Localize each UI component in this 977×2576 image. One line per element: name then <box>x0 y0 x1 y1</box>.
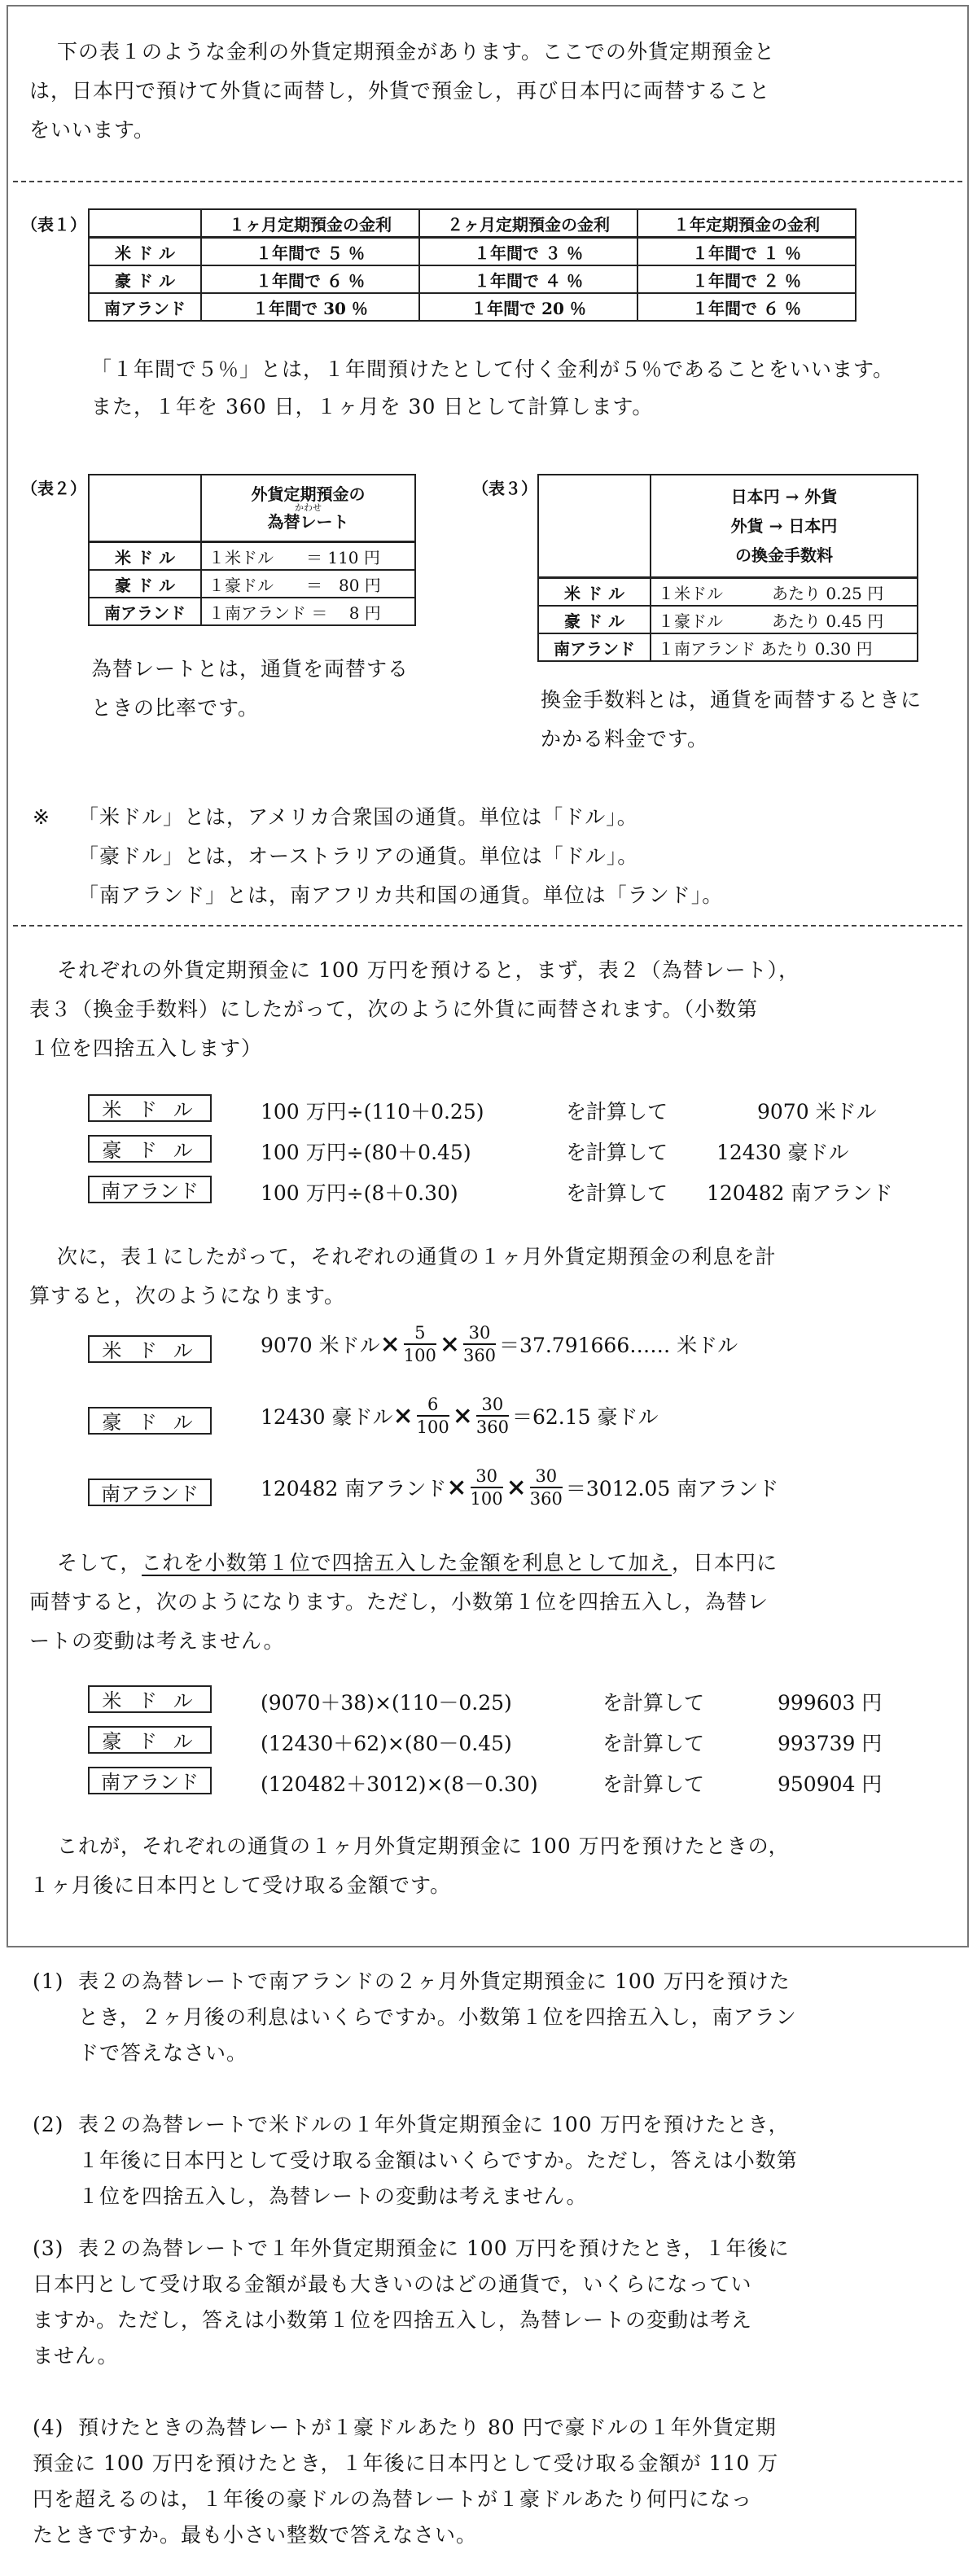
table-row-label: 南アランド <box>89 293 201 321</box>
table-row-label: 南アランド <box>89 598 201 625</box>
explain3-post: ，日本円に <box>672 1551 778 1575</box>
table2-header-line1: 外貨定期預金の <box>251 484 366 504</box>
back-zar-calc: を計算して <box>602 1772 705 1796</box>
explain1-line-2: 表３（換金手数料）にしたがって，次のように外貨に両替されます。（小数第 <box>29 997 759 1021</box>
table-cell: １年間で ４ ％ <box>419 265 637 293</box>
note-usd: 「米ドル」とは，アメリカ合衆国の通貨。単位は「ドル」。 <box>78 805 638 829</box>
conversion-usd-calc: を計算して <box>566 1100 668 1124</box>
days-numerator: 30 <box>476 1394 509 1417</box>
conversion-usd-expr: 100 万円÷(110＋0.25) <box>261 1100 484 1124</box>
table3-exchange-fees <box>537 474 918 662</box>
question-text: 表２の為替レートで南アランドの２ヶ月外貨定期預金に 100 万円を預けた <box>78 1969 791 1993</box>
explain3-line-3: ートの変動は考えません。 <box>29 1629 285 1653</box>
interest-zar-formula <box>261 1465 778 1509</box>
explain1-line-3: １位を四捨五入します） <box>29 1036 263 1060</box>
table-cell: １年間で 30 ％ <box>201 293 419 321</box>
table1-header-1y: １年定期預金の金利 <box>637 209 856 238</box>
question-number: (2) <box>33 2113 64 2136</box>
table-cell: １年間で ２ ％ <box>637 265 856 293</box>
days-denominator: 360 <box>529 1489 563 1509</box>
question-1 <box>33 1964 953 2071</box>
times-sign: × <box>379 1330 401 1359</box>
conclusion-line-1: これが，それぞれの通貨の１ヶ月外貨定期預金に 100 万円を預けたときの， <box>57 1834 790 1858</box>
question-2 <box>33 2107 953 2215</box>
times-sign: × <box>452 1401 473 1430</box>
question-text: 日本円として受け取る金額が最も大きいのはどの通貨で，いくらになってい <box>33 2272 752 2296</box>
conversion-aud-label: 豪 ド ル <box>88 1135 212 1163</box>
table-cell: １年間で 20 ％ <box>419 293 637 321</box>
conversion-zar-label: 南アランド <box>88 1176 212 1203</box>
table1-header-blank <box>89 209 201 238</box>
back-aud-calc: を計算して <box>602 1732 705 1755</box>
table1-note-2: また，１年を 360 日，１ヶ月を 30 日として計算します。 <box>91 395 654 418</box>
times-sign: × <box>506 1473 527 1502</box>
days-fraction <box>463 1322 496 1366</box>
rate-denominator: 100 <box>470 1489 503 1509</box>
question-text: 表２の為替レートで１年外貨定期預金に 100 万円を預けたとき，１年後に <box>78 2236 790 2260</box>
interest-aud-formula <box>261 1394 658 1438</box>
question-text: 円を超えるのは，１年後の豪ドルの為替レートが１豪ドルあたり何円になっ <box>33 2487 753 2511</box>
table-row-label: 豪 ド ル <box>89 265 201 293</box>
question-number: (1) <box>33 1969 64 1993</box>
table3-header-line1: 日本円 → 外貨 <box>730 487 838 506</box>
table-cell: １年間で ６ ％ <box>637 293 856 321</box>
table2-header-ruby: かわせ <box>295 502 322 513</box>
interest-usd-base: 9070 米ドル <box>261 1334 380 1357</box>
table2-exchange-rates <box>88 474 416 626</box>
explain3-line-1 <box>57 1544 778 1583</box>
table-cell: １年間で ６ ％ <box>201 265 419 293</box>
interest-usd-formula <box>261 1322 738 1366</box>
table2-note-2: ときの比率です。 <box>91 696 260 720</box>
rate-denominator: 100 <box>403 1346 436 1365</box>
days-numerator: 30 <box>530 1465 563 1488</box>
times-sign: × <box>446 1473 467 1502</box>
table-row-label: 米 ド ル <box>89 238 201 266</box>
times-sign: × <box>439 1330 460 1359</box>
divider-top <box>13 181 962 182</box>
question-text: 預金に 100 万円を預けたとき，１年後に日本円として受け取る金額が 110 万 <box>33 2451 779 2475</box>
interest-zar-label: 南アランド <box>88 1479 212 1506</box>
back-zar-expr: (120482＋3012)×(8－0.30) <box>261 1772 538 1796</box>
question-text: １位を四捨五入し，為替レートの変動は考えません。 <box>78 2184 588 2208</box>
table2-header-line2: 為替レート <box>267 512 349 532</box>
conversion-aud-result: 12430 豪ドル <box>716 1141 849 1164</box>
intro-line-2: は，日本円で預けて外貨に両替し，外貨で預金し，再び日本円に両替すること <box>29 79 771 103</box>
rate-fraction <box>404 1322 436 1366</box>
explain2-line-2: 算すると，次のようになります。 <box>29 1284 346 1308</box>
back-zar-result: 950904 円 <box>778 1772 883 1796</box>
interest-zar-base: 120482 南アランド <box>261 1477 447 1500</box>
table3-header-line2: 外貨 → 日本円 <box>730 516 838 536</box>
table-cell: １豪ドル ＝ 80 円 <box>201 570 415 598</box>
explain3-line-2: 両替すると，次のようになります。ただし，小数第１位を四捨五入し，為替レ <box>29 1590 769 1614</box>
table-row-label: 米 ド ル <box>89 542 201 571</box>
table-cell: １南アランド ＝ 8 円 <box>201 598 415 625</box>
question-text: ドで答えなさい。 <box>78 2041 248 2065</box>
question-text: 表２の為替レートで米ドルの１年外貨定期預金に 100 万円を預けたとき， <box>78 2113 790 2136</box>
interest-usd-result: ＝37.791666…… 米ドル <box>499 1334 738 1357</box>
days-numerator: 30 <box>463 1322 496 1345</box>
days-fraction <box>530 1465 563 1509</box>
conversion-zar-result: 120482 南アランド <box>707 1181 893 1205</box>
table1-interest-rates <box>88 208 857 322</box>
question-number: (3) <box>33 2236 64 2260</box>
explain2-line-1: 次に，表１にしたがって，それぞれの通貨の１ヶ月外貨定期預金の利息を計 <box>57 1245 777 1268</box>
rate-denominator: 100 <box>416 1417 449 1437</box>
explain3-pre: そして， <box>57 1551 142 1575</box>
explain3-underlined: これを小数第１位で四捨五入した金額を利息として加え <box>141 1551 673 1575</box>
table-cell: １米ドル ＝ 110 円 <box>201 542 415 571</box>
explain1-line-1: それぞれの外貨定期預金に 100 万円を預けると，まず，表２（為替レート）， <box>57 958 800 982</box>
table2-label: （表２） <box>21 479 86 498</box>
back-aud-result: 993739 円 <box>778 1732 883 1755</box>
table3-label: （表３） <box>472 479 537 498</box>
interest-usd-label: 米 ド ル <box>88 1335 212 1363</box>
question-text: たときですか。最も小さい整数で答えなさい。 <box>33 2523 478 2547</box>
back-usd-calc: を計算して <box>602 1691 705 1715</box>
table2-note-1: 為替レートとは，通貨を両替する <box>91 657 410 681</box>
intro-line-3: をいいます。 <box>29 118 156 142</box>
question-number: (4) <box>33 2416 64 2439</box>
times-sign: × <box>392 1401 414 1430</box>
conversion-zar-expr: 100 万円÷(8＋0.30) <box>261 1181 458 1205</box>
rate-numerator: 6 <box>417 1394 449 1417</box>
question-text: ますか。ただし，答えは小数第１位を四捨五入し，為替レートの変動は考え <box>33 2308 753 2332</box>
question-text: ません。 <box>33 2344 119 2368</box>
note-aud: 「豪ドル」とは，オーストラリアの通貨。単位は「ドル」。 <box>78 844 639 868</box>
conversion-usd-result: 9070 米ドル <box>757 1100 877 1124</box>
back-aud-expr: (12430＋62)×(80－0.45) <box>261 1732 512 1755</box>
table1-label: （表１） <box>21 215 86 234</box>
question-text: 預けたときの為替レートが１豪ドルあたり 80 円で豪ドルの１年外貨定期 <box>78 2416 777 2439</box>
table-cell: １豪ドル あたり 0.45 円 <box>651 606 918 633</box>
table3-note-1: 換金手数料とは，通貨を両替するときに <box>541 688 922 712</box>
note-zar: 「南アランド」とは，南アフリカ共和国の通貨。単位は「ランド」。 <box>78 883 724 907</box>
question-3 <box>33 2231 953 2374</box>
table-row-label: 米 ド ル <box>538 578 651 607</box>
table-row-label: 豪 ド ル <box>538 606 651 633</box>
table3-note-2: かかる料金です。 <box>541 727 709 751</box>
back-usd-result: 999603 円 <box>778 1691 883 1715</box>
days-fraction <box>476 1394 509 1438</box>
interest-zar-result: ＝3012.05 南アランド <box>565 1477 779 1500</box>
conversion-aud-calc: を計算して <box>566 1141 668 1164</box>
interest-aud-label: 豪 ド ル <box>88 1407 212 1435</box>
back-usd-label: 米 ド ル <box>88 1685 212 1713</box>
interest-aud-base: 12430 豪ドル <box>261 1405 393 1429</box>
table3-header <box>651 475 918 578</box>
table-cell: １年間で ５ ％ <box>201 238 419 266</box>
divider-middle <box>13 925 962 927</box>
interest-aud-result: ＝62.15 豪ドル <box>511 1405 659 1429</box>
table3-header-blank <box>538 475 651 578</box>
table-row-label: 豪 ド ル <box>89 570 201 598</box>
table1-note-1: 「１年間で５％」とは，１年間預けたとして付く金利が５％であることをいいます。 <box>91 357 895 381</box>
conversion-usd-label: 米 ド ル <box>88 1094 212 1122</box>
table2-header <box>201 475 415 542</box>
question-4 <box>33 2410 953 2553</box>
table-cell: １年間で １ ％ <box>637 238 856 266</box>
conversion-aud-expr: 100 万円÷(80＋0.45) <box>261 1141 471 1164</box>
table-cell: １米ドル あたり 0.25 円 <box>651 578 918 607</box>
note-mark: ※ <box>33 805 50 829</box>
days-denominator: 360 <box>475 1417 509 1437</box>
days-denominator: 360 <box>462 1346 497 1365</box>
conclusion-line-2: １ヶ月後に日本円として受け取る金額です。 <box>29 1873 452 1897</box>
table3-header-line3: の換金手数料 <box>735 545 833 565</box>
rate-fraction <box>417 1394 449 1438</box>
rate-fraction <box>471 1465 503 1509</box>
table-cell: １南アランド あたり 0.30 円 <box>651 633 918 661</box>
conversion-zar-calc: を計算して <box>566 1181 668 1205</box>
question-text: １年後に日本円として受け取る金額はいくらですか。ただし，答えは小数第 <box>78 2149 798 2172</box>
question-text: とき，２ヶ月後の利息はいくらですか。小数第１位を四捨五入し，南アラン <box>78 2005 797 2029</box>
table2-header-blank <box>89 475 201 542</box>
rate-numerator: 30 <box>471 1465 503 1488</box>
table1-header-2m: ２ヶ月定期預金の金利 <box>419 209 637 238</box>
rate-numerator: 5 <box>404 1322 436 1345</box>
table1-header-1m: １ヶ月定期預金の金利 <box>201 209 419 238</box>
back-usd-expr: (9070＋38)×(110－0.25) <box>261 1691 512 1715</box>
intro-line-1: 下の表１のような金利の外貨定期預金があります。ここでの外貨定期預金と <box>57 40 776 64</box>
table-cell: １年間で ３ ％ <box>419 238 637 266</box>
back-aud-label: 豪 ド ル <box>88 1726 212 1754</box>
back-zar-label: 南アランド <box>88 1767 212 1794</box>
table-row-label: 南アランド <box>538 633 651 661</box>
